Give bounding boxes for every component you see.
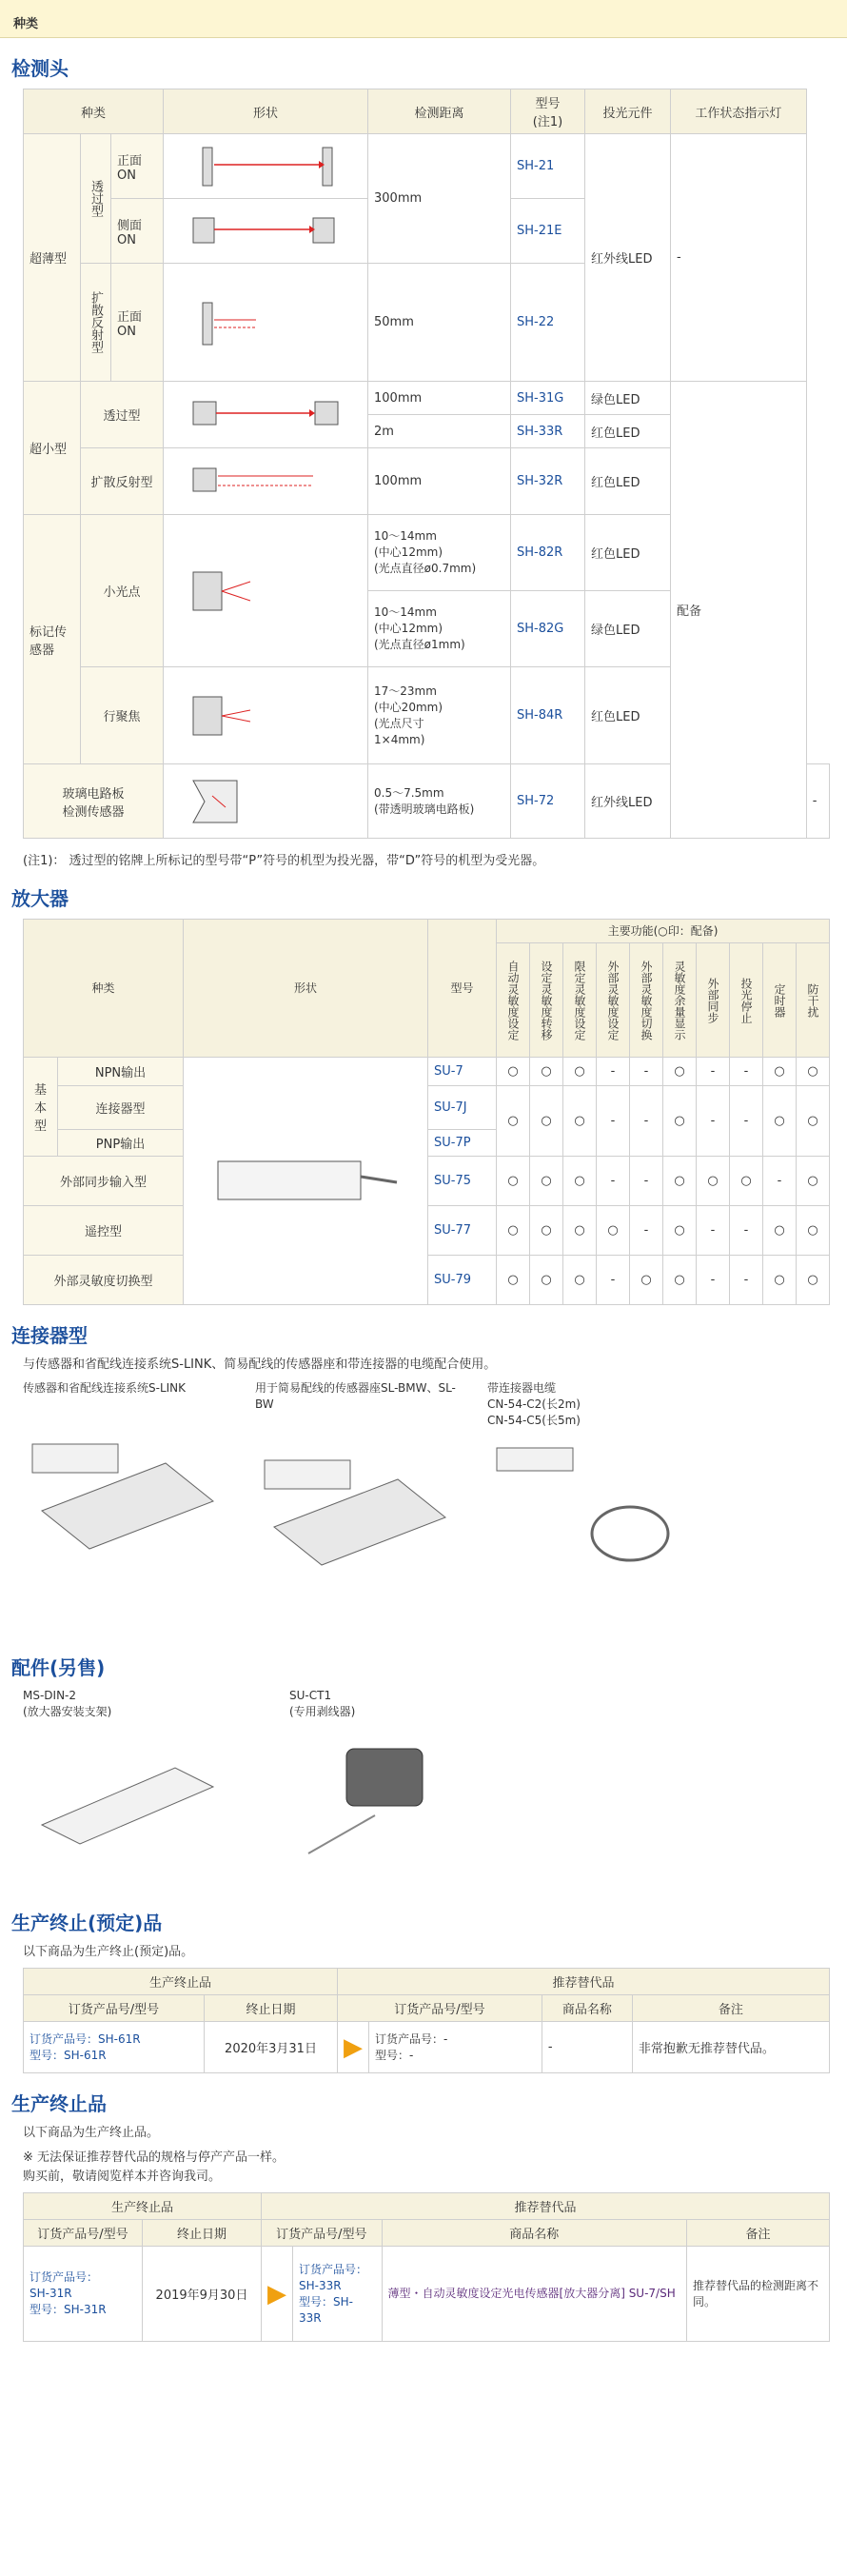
diffuse-image <box>170 289 361 356</box>
conn-cap-1: 传感器和省配线连接系统S-LINK <box>23 1381 187 1395</box>
e1-r1d: - <box>542 2022 632 2073</box>
shape-1 <box>164 134 368 199</box>
s2: 10～14mm (中心12mm) (光点直径ø1mm) <box>368 591 511 667</box>
shape-4 <box>164 382 368 448</box>
sync: 外部同步输入型 <box>24 1157 184 1206</box>
e1-h1: 生产终止品 <box>24 1969 338 1995</box>
din-bracket-image <box>23 1720 232 1882</box>
shape-8 <box>164 764 368 839</box>
e2-c5: 备注 <box>687 2220 830 2247</box>
func-cell: ○ <box>797 1058 830 1086</box>
e2-c2: 终止日期 <box>143 2220 262 2247</box>
red1: 红色LED <box>585 415 671 448</box>
m21[interactable]: SH-21 <box>511 134 585 199</box>
g3a: 小光点 <box>81 515 164 667</box>
e2-c3: 订货产品号/型号 <box>262 2220 383 2247</box>
func-cell: ○ <box>563 1206 597 1256</box>
eol2-table <box>23 2192 830 2342</box>
func-col-3: 外部灵敏度设定 <box>597 943 630 1058</box>
func-cell: - <box>763 1157 797 1206</box>
g3: 标记传感器 <box>24 515 81 764</box>
func-col-4: 外部灵敏度切换 <box>630 943 663 1058</box>
m84r[interactable]: SH-84R <box>511 667 585 764</box>
basic: 基本型 <box>24 1058 58 1157</box>
eol1-title: 生产终止(预定)品 <box>11 1912 163 1934</box>
amp-model[interactable]: SU-7P <box>428 1130 497 1157</box>
func-cell: ○ <box>597 1206 630 1256</box>
func-cell: ○ <box>663 1157 697 1206</box>
g1: 超薄型 <box>24 134 81 382</box>
s1: 10～14mm (中心12mm) (光点直径ø0.7mm) <box>368 515 511 591</box>
m22[interactable]: SH-22 <box>511 264 585 382</box>
func-cell: ○ <box>530 1086 563 1157</box>
pnp: PNP输出 <box>58 1130 184 1157</box>
m82g[interactable]: SH-82G <box>511 591 585 667</box>
d100: 100mm <box>368 382 511 415</box>
green1: 绿色LED <box>585 382 671 415</box>
front2: 正面ON <box>111 264 164 382</box>
col-emitter: 投光元件 <box>585 89 671 134</box>
conn-item-1 <box>23 1380 232 1637</box>
eol1-desc: 以下商品为生产终止(预定)品。 <box>23 1945 194 1959</box>
func-cell: - <box>697 1086 730 1157</box>
a-col-type: 种类 <box>24 920 184 1058</box>
func-cell: ○ <box>530 1206 563 1256</box>
e1-c5: 备注 <box>632 1995 829 2022</box>
amps-title: 放大器 <box>11 887 69 910</box>
ext: 外部灵敏度切换型 <box>24 1256 184 1305</box>
heads-table <box>23 89 830 839</box>
e2-r1a[interactable]: 订货产品号： SH-31R 型号：SH-31R <box>24 2247 143 2342</box>
e1-r1e: 非常抱歉无推荐替代品。 <box>632 2022 829 2073</box>
shape-2 <box>164 199 368 264</box>
func-cell: ○ <box>797 1157 830 1206</box>
func-cell: ○ <box>563 1058 597 1086</box>
func-cell: ○ <box>497 1206 530 1256</box>
red4: 红色LED <box>585 667 671 764</box>
amps-table <box>23 919 830 1305</box>
g1a: 透过型 <box>81 134 111 264</box>
d2m: 2m <box>368 415 511 448</box>
func-cell: ○ <box>763 1058 797 1086</box>
m33r[interactable]: SH-33R <box>511 415 585 448</box>
conn-cap-3: 带连接器电缆 CN-54-C2(长2m) CN-54-C5(长5m) <box>487 1381 581 1427</box>
func-cell: ○ <box>663 1086 697 1157</box>
acc-title: 配件(另售) <box>11 1656 106 1679</box>
e1-c2: 终止日期 <box>205 1995 338 2022</box>
func-cell: ○ <box>530 1058 563 1086</box>
func-cell: ○ <box>563 1086 597 1157</box>
e2-r1b: 2019年9月30日 <box>143 2247 262 2342</box>
func-cell: - <box>630 1086 663 1157</box>
red2: 红色LED <box>585 448 671 515</box>
func-cell: ○ <box>663 1256 697 1305</box>
func-col-5: 灵敏度余量显示 <box>663 943 697 1058</box>
func-cell: - <box>697 1206 730 1256</box>
glass-sensor-image <box>170 773 361 830</box>
col-dist: 检测距离 <box>368 89 511 134</box>
func-cell: ○ <box>497 1256 530 1305</box>
acc-images <box>23 1688 824 1892</box>
acc-cap-2: SU-CT1 (专用剥线器) <box>289 1689 356 1718</box>
func-cell: ○ <box>497 1157 530 1206</box>
func-cell: - <box>597 1256 630 1305</box>
compact-diffuse-image <box>170 455 361 508</box>
e2-h1: 生产终止品 <box>24 2193 262 2220</box>
conn-title: 连接器型 <box>11 1324 88 1347</box>
func-cell: - <box>730 1058 763 1086</box>
func-cell: ○ <box>563 1256 597 1305</box>
func-cell: ○ <box>697 1157 730 1206</box>
compact-pair-image <box>170 388 361 442</box>
func-cell: ○ <box>530 1157 563 1206</box>
e1-c3: 订货产品号/型号 <box>338 1995 542 2022</box>
func-cell: - <box>630 1206 663 1256</box>
green2: 绿色LED <box>585 591 671 667</box>
func-cell: - <box>597 1157 630 1206</box>
eol1-table <box>23 1968 830 2073</box>
e2-h2: 推荐替代品 <box>262 2193 830 2220</box>
e1-r1b: 2020年3月31日 <box>205 2022 338 2073</box>
func-cell: ○ <box>730 1157 763 1206</box>
remote: 遥控型 <box>24 1206 184 1256</box>
conn-item-3 <box>487 1380 697 1637</box>
e1-c4: 商品名称 <box>542 1995 632 2022</box>
m31g[interactable]: SH-31G <box>511 382 585 415</box>
stripper-image <box>289 1720 499 1882</box>
slink-image <box>23 1397 223 1577</box>
e1-r1c: 订货产品号：- 型号：- <box>369 2022 542 2073</box>
e1-c1: 订货产品号/型号 <box>24 1995 205 2022</box>
amp-model[interactable]: SU-79 <box>428 1256 497 1305</box>
sensor-pair-image <box>170 140 361 193</box>
func-cell: - <box>730 1206 763 1256</box>
shape-5 <box>164 448 368 515</box>
func-cell: - <box>697 1058 730 1086</box>
g2b: 扩散反射型 <box>81 448 164 515</box>
func-col-1: 设定灵敏度转移 <box>530 943 563 1058</box>
shape-7 <box>164 667 368 764</box>
g2a: 透过型 <box>81 382 164 448</box>
d100b: 100mm <box>368 448 511 515</box>
col-model: 型号 (注1) <box>511 89 585 134</box>
amplifier-image <box>210 1148 401 1215</box>
func-cell: ○ <box>763 1206 797 1256</box>
func-cell: - <box>630 1058 663 1086</box>
d300: 300mm <box>368 134 511 264</box>
dash2: - <box>806 764 829 839</box>
amp-model[interactable]: SU-7J <box>428 1086 497 1130</box>
conn-item-2 <box>255 1380 464 1637</box>
func-cell: - <box>697 1256 730 1305</box>
cable-image <box>487 1429 687 1591</box>
func-cell: - <box>597 1086 630 1157</box>
s4: 0.5～7.5mm (带透明玻璃电路板) <box>368 764 511 839</box>
func-cell: ○ <box>763 1256 797 1305</box>
ir2: 红外线LED <box>585 764 671 839</box>
shape-3 <box>164 264 368 382</box>
a-col-shape: 形状 <box>184 920 428 1058</box>
amp-model[interactable]: SU-77 <box>428 1206 497 1256</box>
m32r[interactable]: SH-32R <box>511 448 585 515</box>
func-cell: - <box>730 1256 763 1305</box>
func-col-0: 自动灵敏度设定 <box>497 943 530 1058</box>
e1-h2: 推荐替代品 <box>338 1969 830 1995</box>
func-cell: ○ <box>797 1206 830 1256</box>
heads-note: (注1)： 透过型的铭牌上所标记的型号带“P”符号的机型为投光器，带“D”符号的机型为受光器。 <box>23 854 545 868</box>
func-cell: ○ <box>497 1058 530 1086</box>
g3b: 行聚焦 <box>81 667 164 764</box>
m72[interactable]: SH-72 <box>511 764 585 839</box>
func-cell: ○ <box>663 1058 697 1086</box>
conn-images <box>23 1380 824 1637</box>
amp-model[interactable]: SU-7 <box>428 1058 497 1086</box>
heads-title: 检测头 <box>11 57 69 80</box>
func-cell: ○ <box>797 1086 830 1157</box>
func-cell: - <box>630 1157 663 1206</box>
amp-shape <box>184 1058 428 1305</box>
g1b: 扩散反射型 <box>81 264 111 382</box>
func-cell: ○ <box>797 1256 830 1305</box>
conn: 连接器型 <box>58 1086 184 1130</box>
e2-r1d[interactable]: 薄型・自动灵敏度设定光电传感器[放大器分离] SU-7/SH <box>382 2247 686 2342</box>
s3: 17～23mm (中心20mm) (光点尺寸 1×4mm) <box>368 667 511 764</box>
eol2-desc2: ※ 无法保证推荐替代品的规格与停产产品一样。 购买前，敬请阅览样本并咨询我司。 <box>23 2150 286 2184</box>
conn-cap-2: 用于简易配线的传感器座SL-BMW、SL-BW <box>255 1381 456 1411</box>
red3: 红色LED <box>585 515 671 591</box>
m82r[interactable]: SH-82R <box>511 515 585 591</box>
mark-sensor-image <box>170 563 361 620</box>
d50: 50mm <box>368 264 511 382</box>
e2-c1: 订货产品号/型号 <box>24 2220 143 2247</box>
acc-item-1 <box>23 1688 232 1892</box>
func-cell: ○ <box>530 1256 563 1305</box>
col-shape: 形状 <box>164 89 368 134</box>
sensor-side-image <box>170 205 361 258</box>
func-cell: ○ <box>497 1086 530 1157</box>
ir: 红外线LED <box>585 134 671 382</box>
acc-item-2 <box>289 1688 499 1892</box>
col-indicator: 工作状态指示灯 <box>671 89 807 134</box>
top-title: 种类 <box>13 17 39 31</box>
front: 正面ON <box>111 134 164 199</box>
npn: NPN输出 <box>58 1058 184 1086</box>
arrow-right-icon: ▶ <box>338 2022 369 2073</box>
func-col-8: 定时器 <box>763 943 797 1058</box>
func-cell: - <box>597 1058 630 1086</box>
func-col-6: 外部同步 <box>697 943 730 1058</box>
func-col-7: 投光停止 <box>730 943 763 1058</box>
e2-r1e: 推荐替代品的检测距离不同。 <box>687 2247 830 2342</box>
func-col-2: 限定灵敏度设定 <box>563 943 597 1058</box>
g2: 超小型 <box>24 382 81 515</box>
socket-image <box>255 1413 455 1594</box>
amp-model[interactable]: SU-75 <box>428 1157 497 1206</box>
top-bar <box>0 0 847 38</box>
func-cell: ○ <box>763 1086 797 1157</box>
acc-cap-1: MS-DIN-2 (放大器安装支架) <box>23 1689 112 1718</box>
eol2-desc: 以下商品为生产终止品。 <box>23 2126 160 2140</box>
line-focus-image <box>170 687 361 744</box>
arrow-right-icon: ▶ <box>262 2247 293 2342</box>
func-cell: ○ <box>563 1157 597 1206</box>
a-col-model: 型号 <box>428 920 497 1058</box>
g4: 玻璃电路板 检测传感器 <box>24 764 164 839</box>
dash1: - <box>671 134 807 382</box>
m21e[interactable]: SH-21E <box>511 199 585 264</box>
equip: 配备 <box>671 382 807 839</box>
shape-6 <box>164 515 368 667</box>
func-cell: ○ <box>663 1206 697 1256</box>
e1-r1a[interactable]: 订货产品号：SH-61R 型号：SH-61R <box>24 2022 205 2073</box>
func-cell: - <box>730 1086 763 1157</box>
eol2-title: 生产终止品 <box>11 2092 107 2115</box>
func-col-9: 防干扰 <box>797 943 830 1058</box>
e2-r1c[interactable]: 订货产品号： SH-33R 型号：SH- 33R <box>293 2247 383 2342</box>
conn-desc: 与传感器和省配线连接系统S-LINK、简易配线的传感器座和带连接器的电缆配合使用。 <box>23 1357 497 1372</box>
func-cell: ○ <box>630 1256 663 1305</box>
a-func-head: 主要功能(○印：配备) <box>497 920 830 943</box>
col-type: 种类 <box>24 89 164 134</box>
side: 侧面ON <box>111 199 164 264</box>
e2-c4: 商品名称 <box>382 2220 686 2247</box>
